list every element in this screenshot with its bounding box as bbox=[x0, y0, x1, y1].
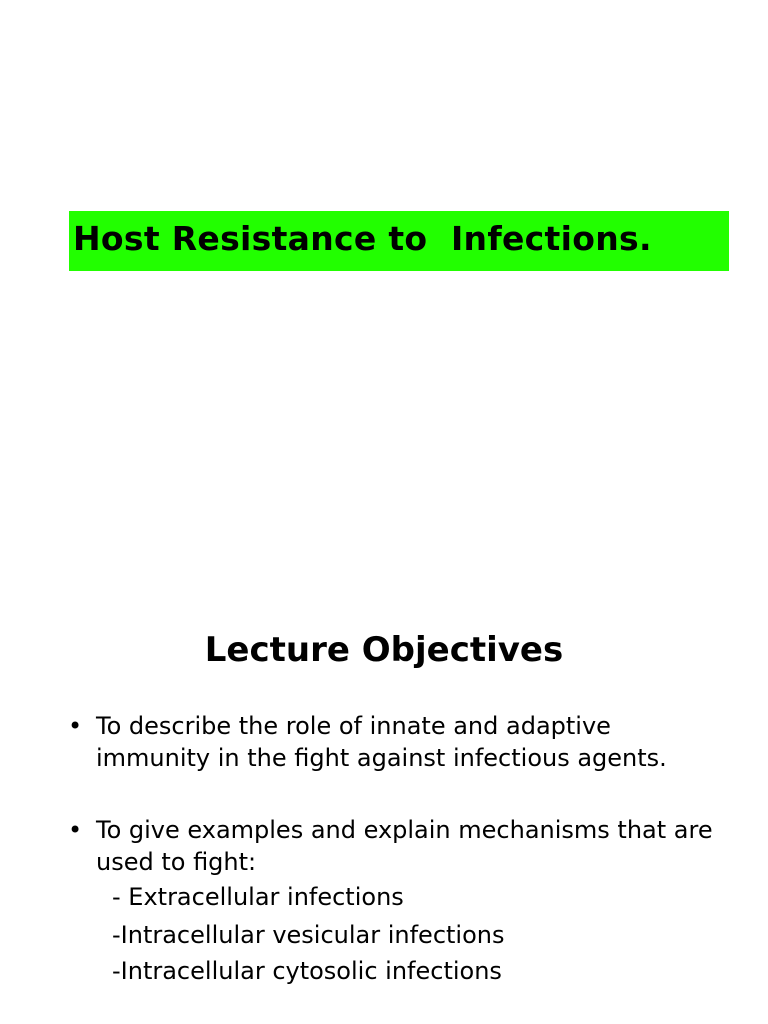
objective-sub-item: -Intracellular cytosolic infections bbox=[112, 957, 502, 985]
objective-text: To give examples and explain mechanisms that are used to fight: bbox=[96, 816, 713, 876]
section-heading: Lecture Objectives bbox=[204, 630, 564, 670]
objective-sub-item: - Extracellular infections bbox=[112, 883, 404, 911]
objective-text: To describe the role of innate and adaptive immunity in the fight against infectious agents. bbox=[96, 712, 667, 772]
page-title: Host Resistance to Infections. bbox=[73, 219, 652, 258]
bullet-icon: • bbox=[68, 712, 83, 740]
bullet-icon: • bbox=[68, 816, 83, 844]
objective-sub-item: -Intracellular vesicular infections bbox=[112, 921, 505, 949]
title-highlight-band bbox=[69, 211, 729, 271]
